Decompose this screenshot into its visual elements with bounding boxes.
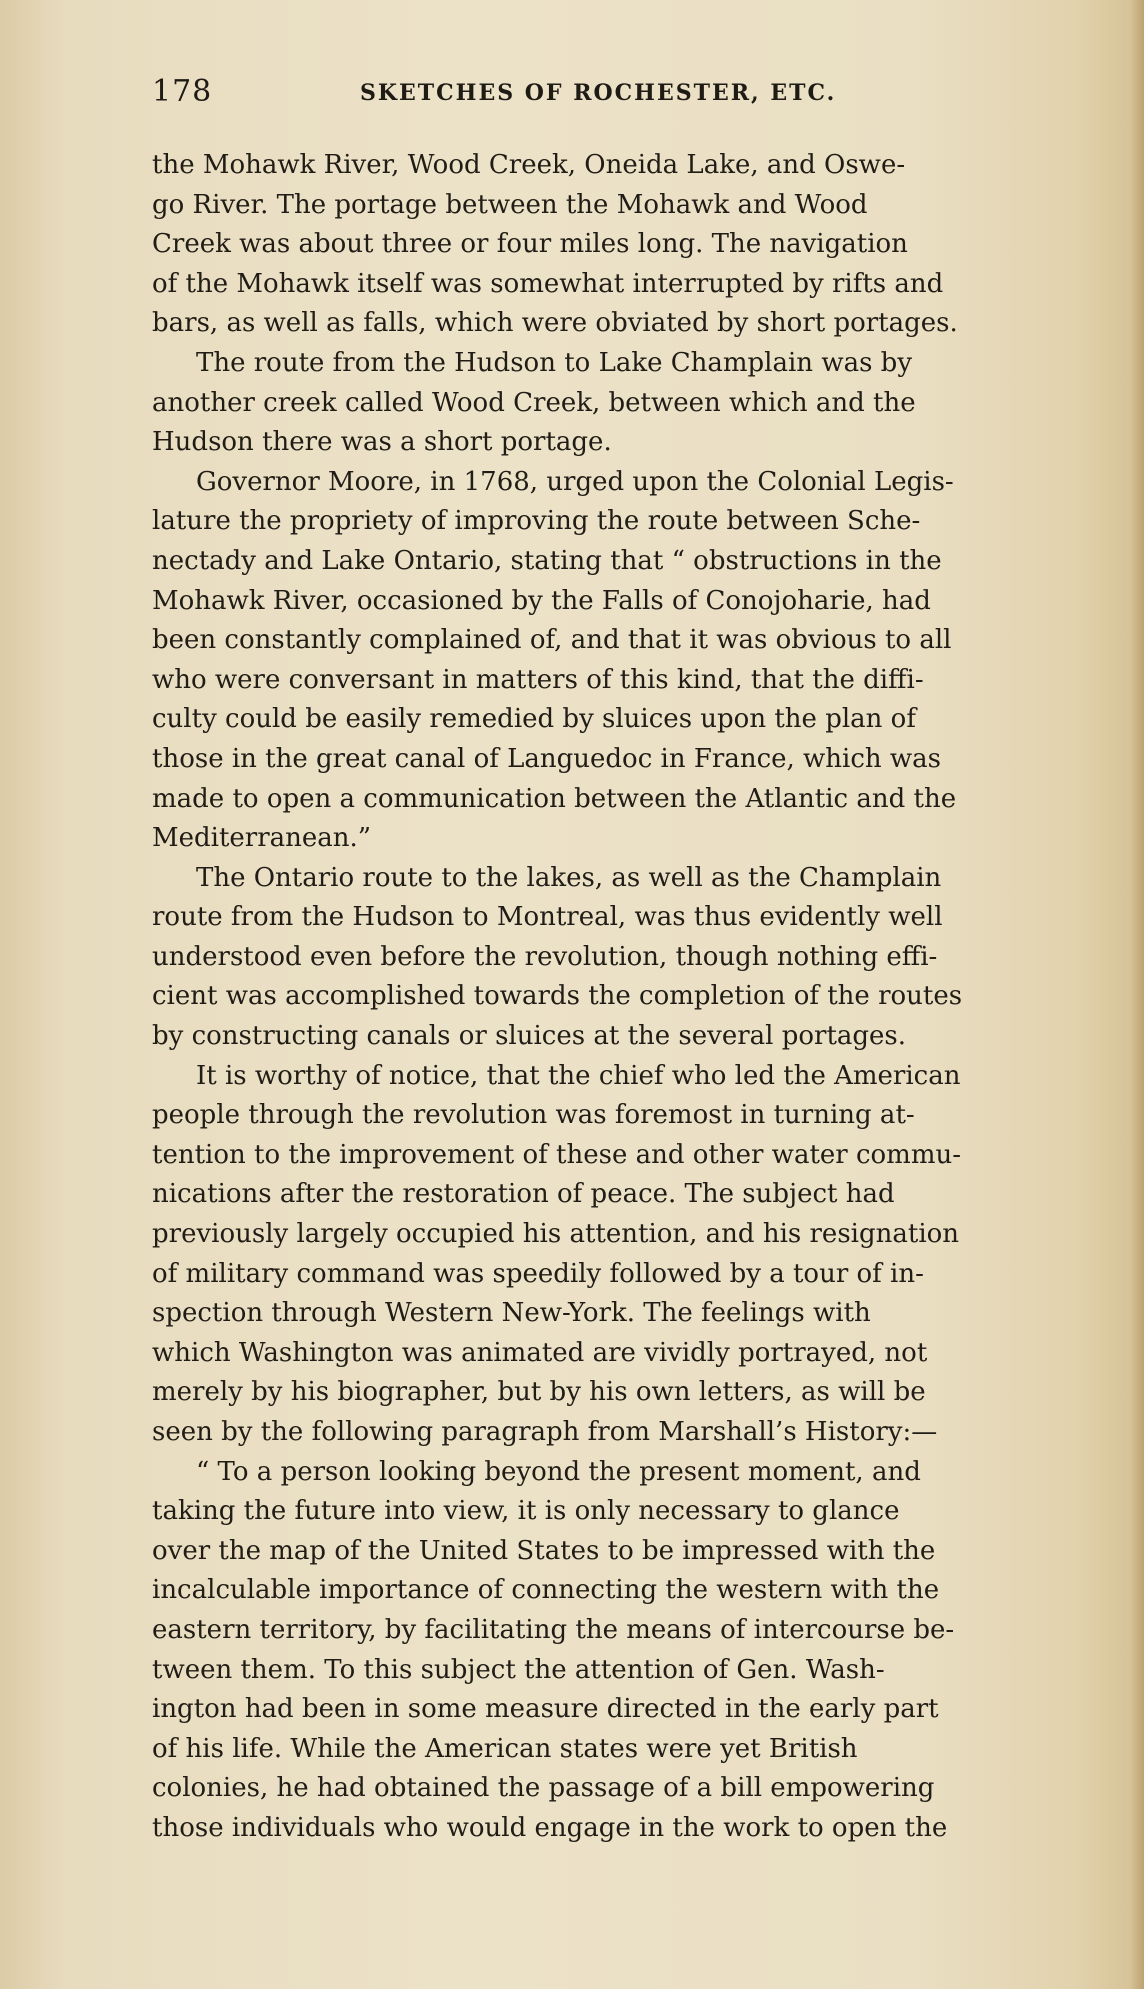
- text-line: Hudson there was a short portage.: [152, 427, 612, 458]
- text-line: people through the revolution was foremost in turning at-: [152, 1100, 915, 1131]
- text-line: route from the Hudson to Montreal, was thus evidently well: [152, 902, 943, 933]
- text-line: another creek called Wood Creek, between which and the: [152, 387, 916, 418]
- paragraph-start-line: The route from the Hudson to Lake Champlain was by: [196, 347, 913, 378]
- page-edge-shadow: [1130, 0, 1144, 1989]
- text-line: Mediterranean.”: [152, 823, 372, 854]
- paragraph-start-line: “ To a person looking beyond the present moment, and: [196, 1456, 921, 1487]
- page-header: [152, 74, 1032, 114]
- text-line: nectady and Lake Ontario, stating that “ obstructions in the: [152, 545, 942, 576]
- text-line: Mohawk River, occasioned by the Falls of Conojoharie, had: [152, 585, 931, 616]
- text-line: culty could be easily remedied by sluices upon the plan of: [152, 704, 916, 735]
- text-line: been constantly complained of, and that it was obvious to all: [152, 625, 952, 656]
- text-line: lature the propriety of improving the route between Sche-: [152, 506, 921, 537]
- text-line: previously largely occupied his attention, and his resignation: [152, 1219, 960, 1250]
- text-line: colonies, he had obtained the passage of a bill empowering: [152, 1773, 935, 1804]
- text-line: tention to the improvement of these and other water commu-: [152, 1139, 962, 1170]
- text-line: the Mohawk River, Wood Creek, Oneida Lake, and Oswe-: [152, 150, 906, 180]
- text-line: ington had been in some measure directed in the early part: [152, 1694, 939, 1725]
- paragraph-start-line: The Ontario route to the lakes, as well as the Champlain: [196, 862, 942, 893]
- text-line: of the Mohawk itself was somewhat interrupted by rifts and: [152, 268, 944, 299]
- text-line: cient was accomplished towards the completion of the routes: [152, 981, 963, 1012]
- body-text: [152, 146, 1102, 1849]
- text-line: bars, as well as falls, which were obviated by short portages.: [152, 308, 958, 339]
- text-line: seen by the following paragraph from Marshall’s History:—: [152, 1417, 938, 1447]
- text-line: taking the future into view, it is only necessary to glance: [152, 1496, 900, 1527]
- text-line: spection through Western New-York. The feelings with: [152, 1298, 871, 1329]
- text-line: go River. The portage between the Mohawk and Wood: [152, 189, 868, 220]
- text-line: by constructing canals or sluices at the several portages.: [152, 1021, 907, 1052]
- paragraph-start-line: It is worthy of notice, that the chief who led the American: [196, 1060, 961, 1091]
- text-line: which Washington was animated are vividly portrayed, not: [152, 1337, 928, 1368]
- text-line: nications after the restoration of peace. The subject had: [152, 1179, 895, 1210]
- page-number: 178: [152, 74, 213, 109]
- text-line: who were conversant in matters of this kind, that the diffi-: [152, 664, 924, 695]
- text-line: incalculable importance of connecting the western with the: [152, 1575, 940, 1606]
- running-head: SKETCHES OF ROCHESTER, ETC.: [360, 80, 837, 106]
- text-line: eastern territory, by facilitating the means of intercourse be-: [152, 1614, 955, 1645]
- text-line: those in the great canal of Languedoc in France, which was: [152, 743, 942, 774]
- text-line: of his life. While the American states were yet British: [152, 1733, 858, 1764]
- paragraph-start-line: Governor Moore, in 1768, urged upon the Colonial Legis-: [196, 466, 954, 497]
- text-line: Creek was about three or four miles long. The navigation: [152, 229, 908, 260]
- text-line: understood even before the revolution, though nothing effi-: [152, 941, 938, 972]
- text-line: those individuals who would engage in the work to open the: [152, 1812, 948, 1843]
- text-line: over the map of the United States to be impressed with the: [152, 1535, 936, 1566]
- text-line: merely by his biographer, but by his own letters, as will be: [152, 1377, 926, 1408]
- text-line: made to open a communication between the Atlantic and the: [152, 783, 957, 814]
- text-line: tween them. To this subject the attention of Gen. Wash-: [152, 1654, 885, 1685]
- text-line: of military command was speedily followed by a tour of in-: [152, 1258, 924, 1289]
